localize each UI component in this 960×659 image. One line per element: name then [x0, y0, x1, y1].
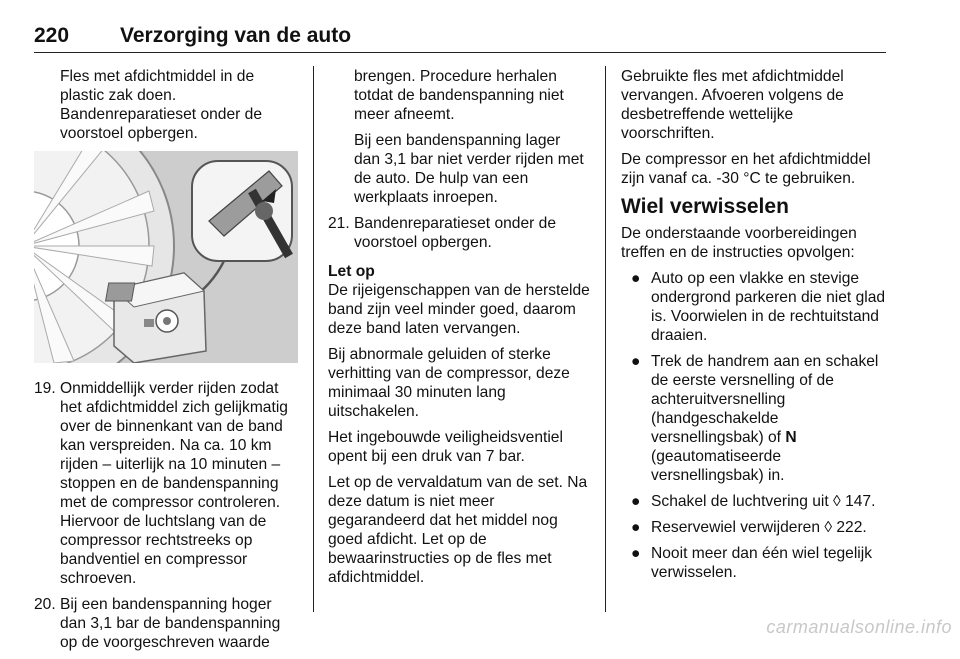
- bullet-text: Schakel de luchtvering uit ◊ 147.: [651, 493, 876, 510]
- section-heading: Wiel verwisselen: [621, 195, 789, 218]
- column-1: [34, 67, 298, 659]
- low-pressure-paragraph: Bij een bandenspanning lager dan 3,1 bar niet verder rijden met de auto. De hulp van een werkplaats inroepen.: [354, 132, 584, 206]
- step-number: 21.: [328, 215, 350, 232]
- step-text: Bij een bandenspanning hoger dan 3,1 bar de bandenspanning op de voorgeschreven waarde: [60, 596, 281, 651]
- step-19: [34, 379, 298, 588]
- step-number: 19.: [34, 380, 56, 397]
- note-paragraph: Bij abnormale geluiden of sterke verhitting van de compressor, deze minimaal 30 minuten lang uitschakelen.: [328, 346, 570, 420]
- intro-paragraph: Fles met afdichtmiddel in de plastic zak doen. Bandenreparatieset onder de voorstoel opbergen.: [60, 68, 263, 142]
- bullet-text: Auto op een vlakke en stevige ondergrond parkeren die niet glad is. Voorwielen in de rechtuitstand draaien.: [651, 270, 886, 344]
- bullet-icon: ●: [631, 545, 641, 562]
- note-paragraph: Het ingebouwde veiligheidsventiel opent bij een druk van 7 bar.: [328, 429, 563, 465]
- bullet-item: [621, 518, 887, 537]
- bullet-item: [621, 269, 887, 345]
- tire-repair-kit-drawing: [34, 151, 298, 363]
- bullet-text: (geautomatiseerde versnellingsbak) in.: [651, 448, 785, 484]
- valve-inset-graphic: [192, 161, 292, 261]
- step-number: 20.: [34, 596, 56, 613]
- column-divider: [313, 66, 314, 612]
- column-divider: [605, 66, 606, 612]
- page-header: [34, 24, 886, 53]
- compressor-graphic: [106, 273, 206, 363]
- bullet-item: [621, 352, 887, 485]
- step-20-continued: brengen. Procedure herhalen totdat de bandenspanning niet meer afneemt.: [354, 68, 564, 123]
- bullet-icon: ●: [631, 270, 641, 287]
- tire-repair-kit-illustration: [34, 151, 298, 363]
- bullet-icon: ●: [631, 493, 641, 510]
- note-heading: Let op: [328, 263, 375, 280]
- page-title: Verzorging van de auto: [120, 24, 352, 47]
- bottle-disposal-paragraph: Gebruikte fles met afdichtmiddel vervangen. Afvoeren volgens de desbetreffende wettelijke voorschriften.: [621, 68, 844, 142]
- step-text: Onmiddellijk verder rijden zodat het afdichtmiddel zich gelijkmatig over de binnenkant van de band kan verspreiden. Na ca. 10 km rijden – uiterlijk na 10 minuten – stoppen en de bandenspanning met de compressor controleren. Hiervoor de luchtslang van de compressor rechtstreeks op bandventiel en compressor schroeven.: [60, 380, 288, 587]
- bullet-text-bold: N: [785, 429, 797, 446]
- step-20: [34, 595, 298, 652]
- column-3: [621, 67, 887, 589]
- bullet-text: Trek de handrem aan en schakel de eerste versnelling of de achteruitversnelling (handgeschakelde versnellingsbak) of: [651, 353, 879, 446]
- page-number: 220: [34, 24, 70, 47]
- bullet-text: Reservewiel verwijderen ◊ 222.: [651, 519, 867, 536]
- bullet-icon: ●: [631, 519, 641, 536]
- bullet-icon: ●: [631, 353, 641, 370]
- bullet-text: Nooit meer dan één wiel tegelijk verwisselen.: [651, 545, 873, 581]
- note-paragraph: Let op de vervaldatum van de set. Na deze datum is niet meer gegarandeerd dat het middel nog goed afdicht. Let op de bewaarinstructies op de fles met afdichtmiddel.: [328, 474, 588, 586]
- note-paragraph: De rijeigenschappen van de herstelde band zijn veel minder goed, daarom deze band laten vervangen.: [328, 282, 590, 337]
- step-21: [328, 214, 590, 252]
- bullet-item: [621, 492, 887, 511]
- column-2: [328, 67, 590, 594]
- section-intro: De onderstaande voorbereidingen treffen en de instructies opvolgen:: [621, 225, 857, 261]
- bullet-item: [621, 544, 887, 582]
- step-text: Bandenreparatieset onder de voorstoel opbergen.: [354, 215, 557, 251]
- temperature-paragraph: De compressor en het afdichtmiddel zijn vanaf ca. -30 °C te gebruiken.: [621, 151, 871, 187]
- watermark: carmanualsonline.info: [766, 617, 952, 637]
